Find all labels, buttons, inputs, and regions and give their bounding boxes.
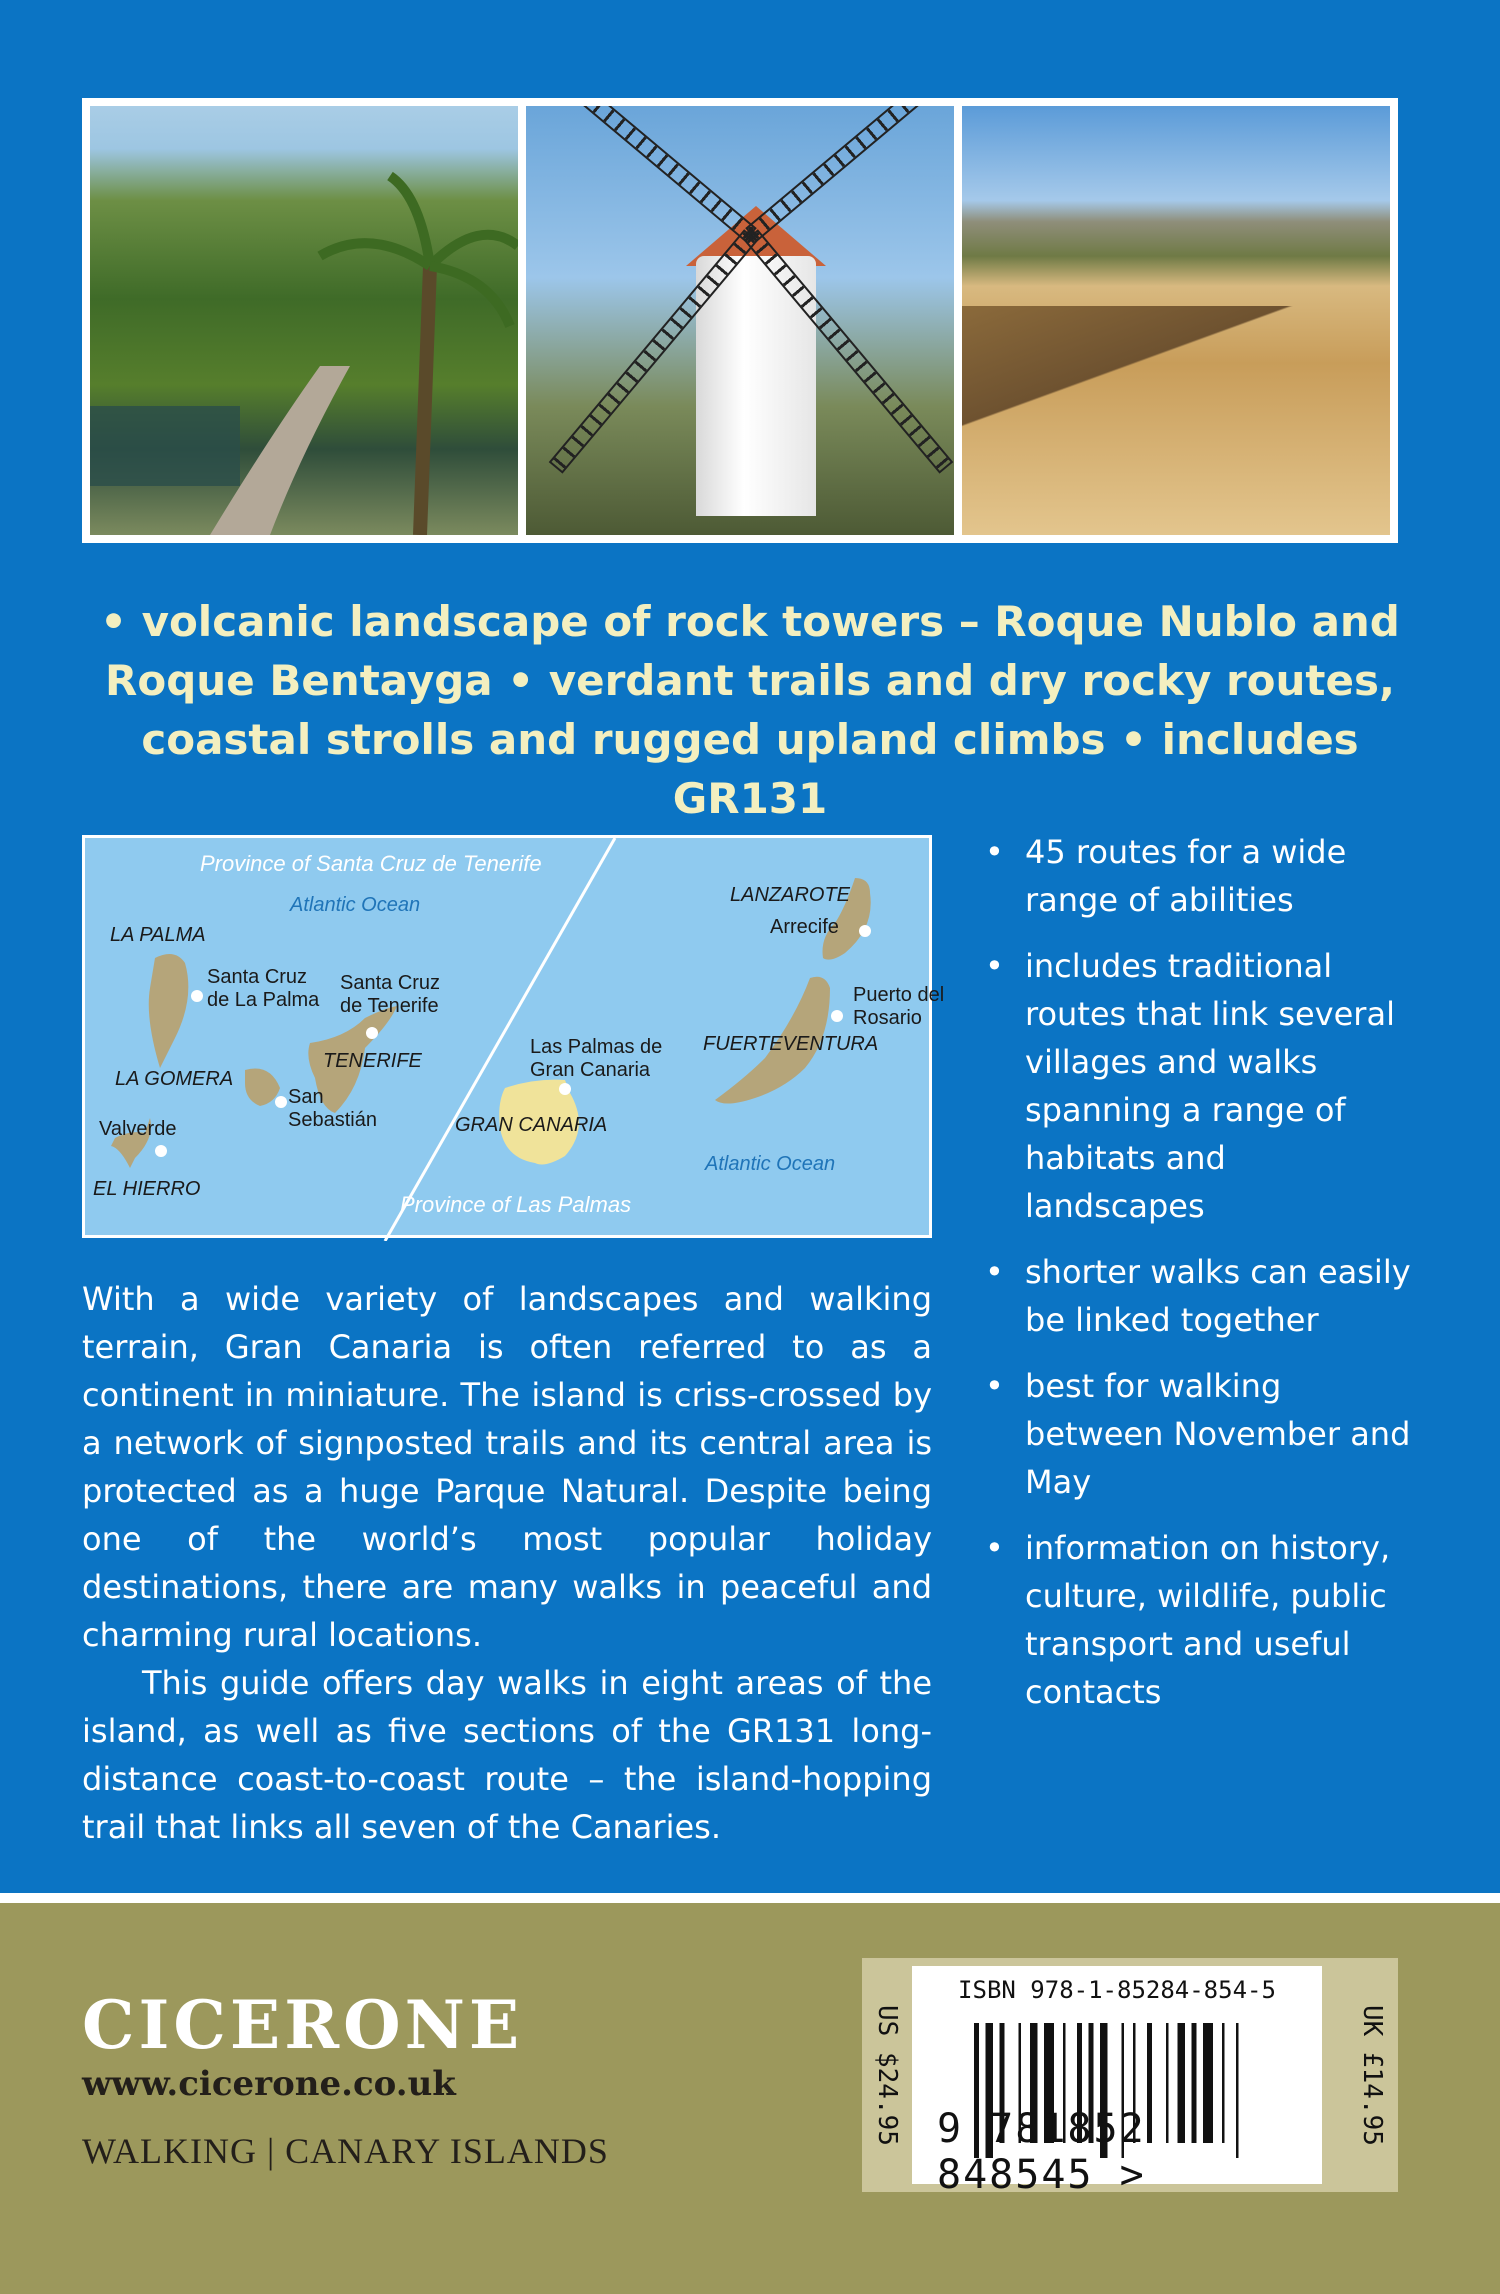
town-label-line: Sebastián <box>288 1109 377 1131</box>
feature-item: • information on history, culture, wildlife, public transport and useful contacts <box>985 1524 1415 1716</box>
island-label: GRAN CANARIA <box>455 1114 608 1136</box>
ocean-label: Atlantic Ocean <box>290 894 421 916</box>
town-dot <box>859 925 871 937</box>
ocean-label: Atlantic Ocean <box>705 1153 836 1175</box>
feature-item: • shorter walks can easily be linked together <box>985 1248 1415 1344</box>
town-label-line: Santa Cruz <box>207 966 308 988</box>
town-dot <box>559 1083 571 1095</box>
barcode-panel <box>912 1966 1322 2198</box>
ean-number: 9 781852 848545 > <box>937 2106 1146 2198</box>
town-label: Arrecife <box>770 916 839 938</box>
windmill-blade <box>526 106 757 242</box>
tagline-line: coastal strolls and rugged upland climbs • includes GR131 <box>141 715 1359 823</box>
town-label <box>288 1086 377 1132</box>
palm-tree-illustration <box>90 106 518 535</box>
sand-dunes-photo <box>962 106 1390 535</box>
tagline-line: • volcanic landscape of rock towers – Roque Nublo and <box>100 597 1400 646</box>
town-dot <box>191 990 203 1002</box>
town-label-line: Las Palmas de <box>530 1036 663 1058</box>
cicerone-logo: CICERONE <box>82 1986 524 2064</box>
description-paragraph: This guide offers day walks in eight areas of the island, as well as five sections of the GR131 long-distance coast-to-coast route – the island-hopping trail that links all seven of the Canaries. <box>82 1664 932 1846</box>
island-label: FUERTEVENTURA <box>703 1033 879 1055</box>
town-label-line: San <box>288 1086 324 1108</box>
town-label: Valverde <box>99 1118 177 1140</box>
tagline-line: Roque Bentayga • verdant trails and dry rocky routes, <box>105 656 1395 705</box>
feature-item: • 45 routes for a wide range of abilities <box>985 828 1415 924</box>
dune-shadow <box>962 306 1390 535</box>
island-label: LA GOMERA <box>115 1068 234 1090</box>
town-dot <box>831 1010 843 1022</box>
windmill-photo <box>526 106 954 535</box>
description-paragraph: With a wide variety of landscapes and walking terrain, Gran Canaria is often referred to as a continent in miniature. The island is criss-crossed by a network of signposted trails and its central area is protected as a huge Parque Natural. Despite being one of the world’s most popular holiday destinations, there are many walks in peaceful and charming rural locations. <box>82 1280 932 1654</box>
island-label: LANZAROTE <box>730 884 851 906</box>
island-label: LA PALMA <box>110 924 206 946</box>
tagline <box>60 592 1440 828</box>
ravine-with-palms-photo <box>90 106 518 535</box>
feature-item: • includes traditional routes that link several villages and walks spanning a range of habitats and landscapes <box>985 942 1415 1230</box>
canary-islands-map <box>82 835 945 1238</box>
province-label: Province of Santa Cruz de Tenerife <box>200 851 542 876</box>
town-label-line: Gran Canaria <box>530 1059 651 1081</box>
description <box>82 1275 932 1851</box>
town-label-line: Santa Cruz <box>340 972 441 994</box>
island-label: TENERIFE <box>323 1050 422 1072</box>
feature-item: • best for walking between November and May <box>985 1362 1415 1506</box>
town-dot <box>155 1145 167 1157</box>
windmill-blade <box>745 106 954 242</box>
town-label-line: de Tenerife <box>340 995 439 1017</box>
town-dot <box>366 1027 378 1039</box>
town-label-line: Puerto del <box>853 984 945 1006</box>
town-label <box>207 966 319 1012</box>
divider <box>0 1893 1500 1903</box>
town-label-line: de La Palma <box>207 989 320 1011</box>
island-label: EL HIERRO <box>93 1178 201 1200</box>
la-gomera-island <box>245 1068 280 1106</box>
category-label: WALKING | CANARY ISLANDS <box>82 2131 609 2171</box>
photo-strip <box>82 98 1398 543</box>
town-label <box>853 984 944 1030</box>
isbn-text: ISBN 978-1-85284-854-5 <box>958 1976 1276 2004</box>
barcode-box <box>862 1958 1398 2198</box>
town-dot <box>275 1096 287 1108</box>
town-label-line: Rosario <box>853 1007 922 1029</box>
feature-list <box>985 828 1415 1734</box>
price-us: US $24.95 <box>872 2004 902 2146</box>
publisher-url[interactable]: www.cicerone.co.uk <box>82 2064 456 2104</box>
town-label <box>530 1036 662 1082</box>
la-palma-island <box>149 954 189 1068</box>
price-uk: UK £14.95 <box>1357 2004 1387 2146</box>
town-label <box>340 972 440 1018</box>
province-label: Province of Las Palmas <box>400 1192 632 1217</box>
